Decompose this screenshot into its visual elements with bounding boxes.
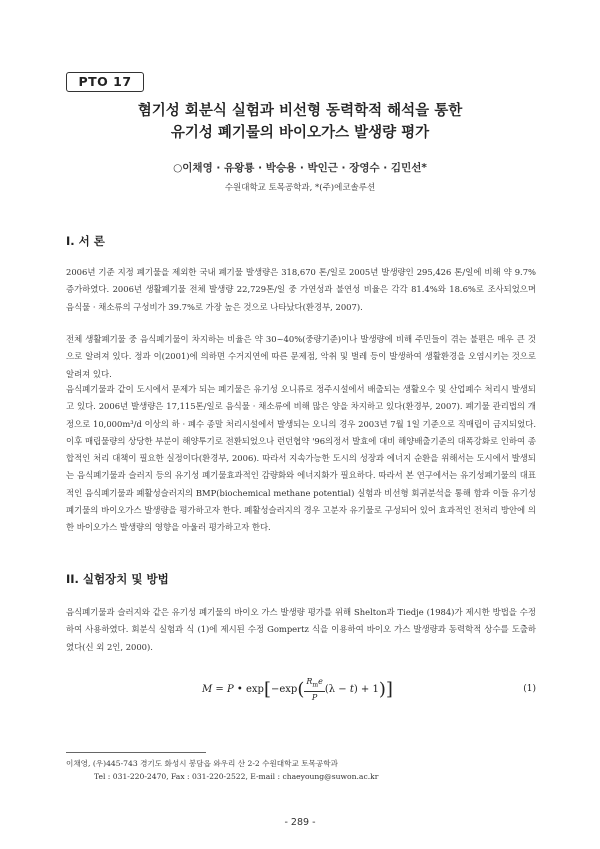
title-line-2: 유기성 폐기물의 바이오가스 발생량 평가	[170, 125, 430, 141]
paper-code-badge: PTO 17	[66, 72, 144, 92]
equation-body: M = P • exp[−exp( $\frac{R_me}{P}$ (λ − t) + 1)]	[202, 677, 393, 702]
equation-number: (1)	[523, 684, 536, 694]
affiliation: 수원대학교 토목공학과, *(주)에코솔루션	[224, 183, 376, 193]
section-heading-methods: II. 실험장치 및 방법	[66, 572, 169, 586]
authors: ○이채영 · 유왕룡 · 박승용 · 박인근 · 장영수 · 김민선*	[173, 162, 427, 174]
title-line-1: 혐기성 회분식 실험과 비선형 동력학적 해석을 통한	[137, 103, 463, 119]
footnote-address: 이채영, (우)445-743 경기도 화성시 봉담읍 와우리 산 2-2 수원대학교 토목공학과	[66, 759, 338, 768]
intro-paragraph-3: 음식폐기물과 같이 도시에서 문제가 되는 폐기물은 유기성 오니류로 정주시설에서 배출되는 생활오수 및 산업폐수 처리시 발생되고 있다. 2006년 발생량은 17,115톤/일로 음식물 · 채소류에 비해 많은 양을 차지하고 있다(환경부, 2007). 폐기물 관리법의 개정으로 10,000m³/d 이상의 하 · 폐수 종말 처리시설에서 발생되는 오니의 경우 2003년 7월 1일 기준으로 직매립이 금지되었다. 이후 매립물량의 상당한 부분이 해양투기로 전환되었으나 런던협약 '96의정서 발효에 대비 해양배출기준의 대폭강화로 인하여 종합적인 처리 대책이 필요한 실정이다(환경부, 2006). 따라서 지속가능한 도시의 성장과 에너지 순환을 위해서는 도시에서 발생되는 음식폐기물과 슬러지 등의 유기성 폐기물효과적인 감량화와 에너지화가 필요하다. 따라서 본 연구에서는 유기성폐기물의 대표적인 음식폐기물과 폐활성슬러지의 BMP(biochemical methane potential) 실험과 비선형 회귀분석을 통해 함과 이들 유기성 폐기물의 바이오가스 발생량을 평가하고자 한다. 폐활성슬러지의 경우 고분자 유기물로 구성되어 있어 효과적인 전처리 방안에 의한 바이오가스 발생량의 영향을 아울러 평가하고자 한다.	[66, 384, 536, 533]
section-heading-introduction: I. 서 론	[66, 234, 105, 248]
methods-paragraph-1: 음식폐기물과 슬러지와 같은 유기성 폐기물의 바이오 가스 발생량 평가를 위해 Shelton과 Tiedje (1984)가 제시한 방법을 수정하여 사용하였다. 회분식 실험과 식 (1)에 제시된 수정 Gompertz 식을 이용하여 바이오 가스 발생량과 동력학적 상수를 도출하였다(신 외 2인, 2000).	[66, 607, 536, 652]
intro-paragraph-1: 2006년 기준 지정 폐기물을 제외한 국내 폐기물 발생량은 318,670 톤/일로 2005년 발생량인 295,426 톤/일에 비해 약 9.7% 증가하였다. 2006년 생활폐기물 전체 발생량 22,729톤/일 중 가연성과 불연성 비율은 각각 81.4%와 18.6%로 조사되었으며 음식물 · 채소류의 구성비가 39.7%로 가장 높은 것으로 나타났다(환경부, 2007).	[66, 267, 536, 312]
footnote-contact: Tel : 031-220-2470, Fax : 031-220-2522, E-mail : chaeyoung@suwon.ac.kr	[94, 772, 379, 781]
intro-paragraph-2: 전체 생활폐기물 중 음식폐기물이 차지하는 비율은 약 30~40%(중량기준)이나 발생량에 비해 주민들이 겪는 불편은 매우 큰 것으로 알려져 있다. 정과 이(2001)에 의하면 수거지연에 따른 문제점, 악취 및 벌레 등이 발생하여 생활환경을 오염시키는 것으로 알려져 있다.	[66, 334, 536, 379]
page-number: - 289 -	[284, 817, 316, 828]
gompertz-equation	[66, 676, 536, 706]
footnote-divider	[66, 752, 206, 753]
